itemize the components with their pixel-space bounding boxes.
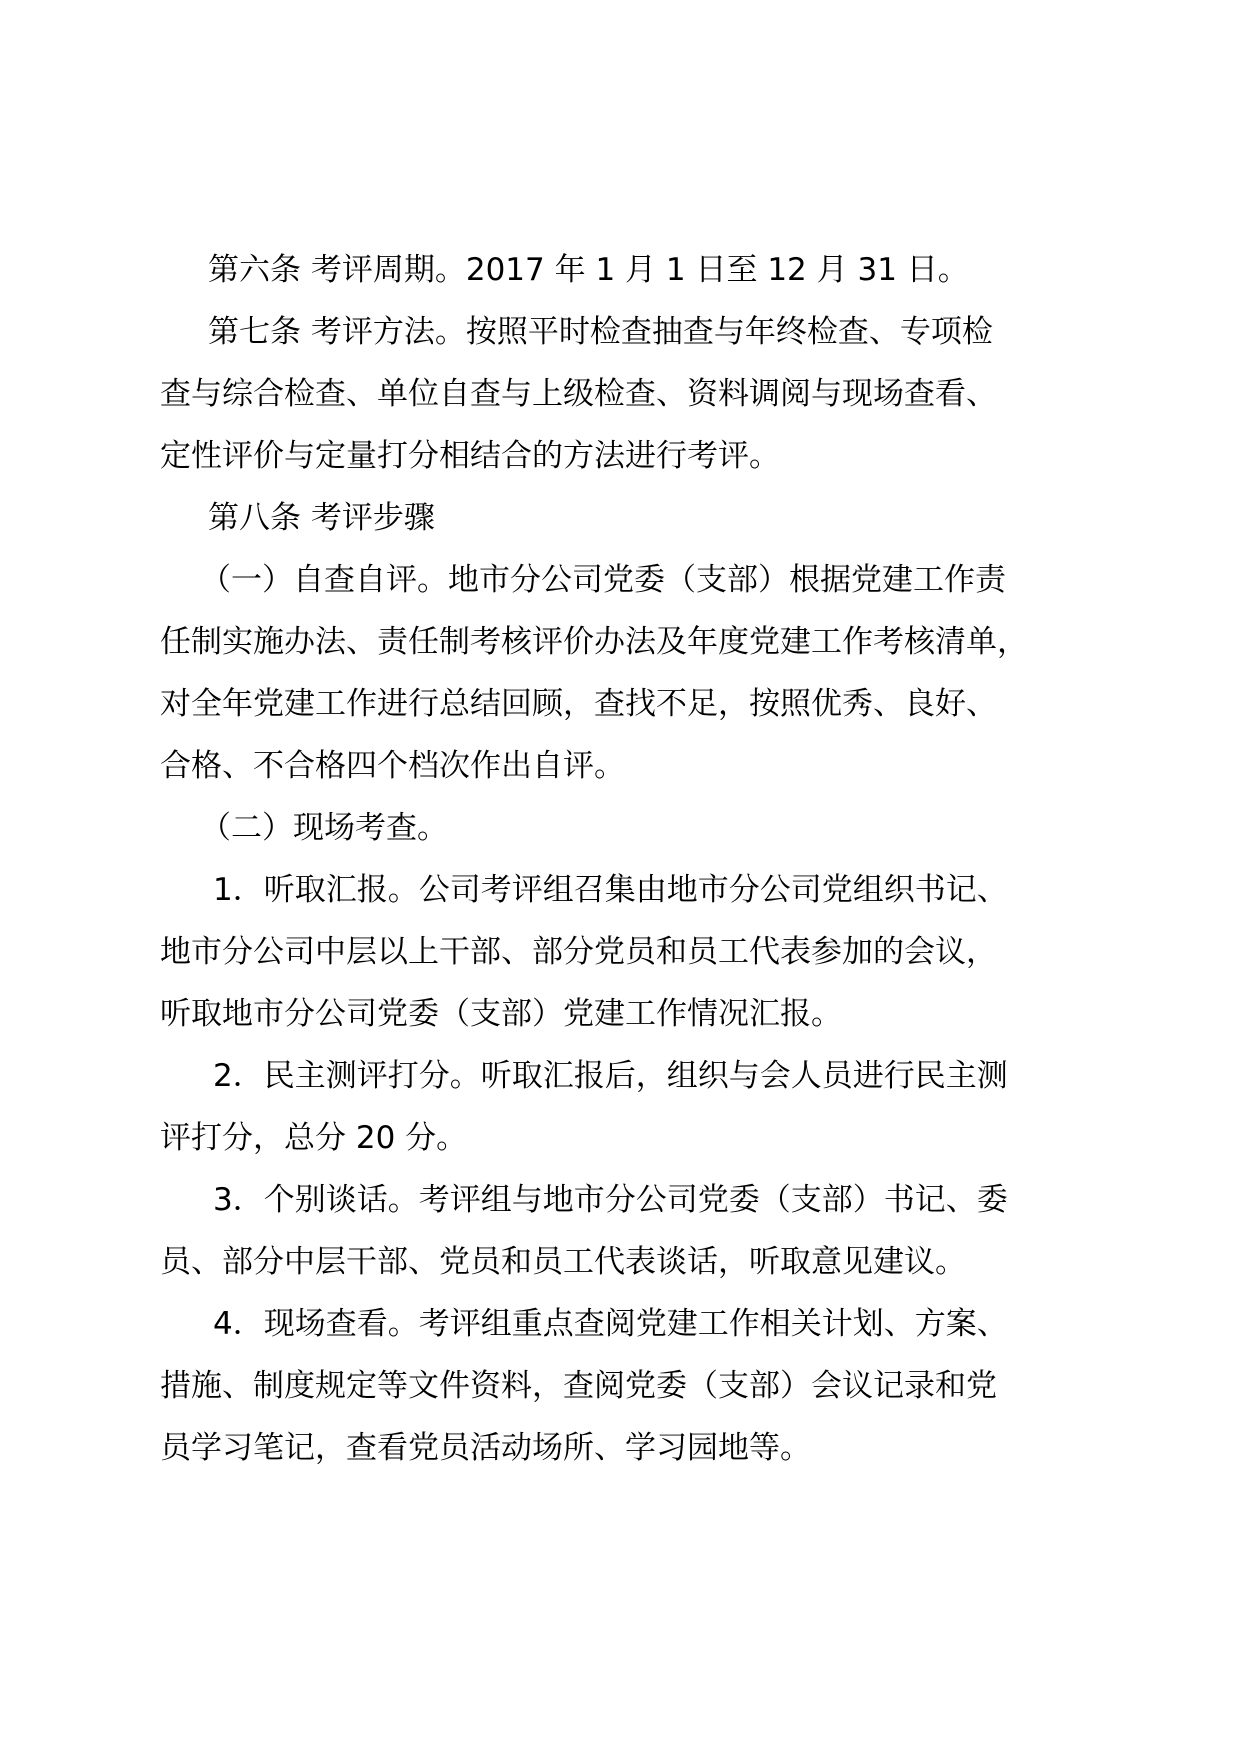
item-4-line-3: 员学习笔记，查看党员活动场所、学习园地等。 [160, 1430, 811, 1466]
step-2-heading: （二）现场考查。 [200, 810, 448, 846]
item-1-line-3: 听取地市分公司党委（支部）党建工作情况汇报。 [160, 996, 842, 1032]
item-3-line-1: 3．个别谈话。考评组与地市分公司党委（支部）书记、委 [213, 1182, 1008, 1218]
step-1-line-4: 合格、不合格四个档次作出自评。 [160, 748, 625, 784]
step-1-line-1: （一）自查自评。地市分公司党委（支部）根据党建工作责 [200, 562, 1006, 598]
item-4-line-2: 措施、制度规定等文件资料，查阅党委（支部）会议记录和党 [160, 1368, 997, 1404]
item-2-line-1: 2．民主测评打分。听取汇报后，组织与会人员进行民主测 [213, 1058, 1008, 1094]
item-2-line-2: 评打分，总分 20 分。 [160, 1120, 468, 1156]
item-1-line-1: 1．听取汇报。公司考评组召集由地市分公司党组织书记、 [213, 872, 1008, 908]
article-7-line-1: 第七条 考评方法。按照平时检查抽查与年终检查、专项检 [208, 314, 993, 350]
step-1-line-2: 任制实施办法、责任制考核评价办法及年度党建工作考核清单， [160, 624, 1028, 660]
step-1-line-3: 对全年党建工作进行总结回顾，查找不足，按照优秀、良好、 [160, 686, 997, 722]
article-6-line: 第六条 考评周期。2017 年 1 月 1 日至 12 月 31 日。 [208, 252, 969, 288]
article-7-line-3: 定性评价与定量打分相结合的方法进行考评。 [160, 438, 780, 474]
item-3-line-2: 员、部分中层干部、党员和员工代表谈话，听取意见建议。 [160, 1244, 966, 1280]
article-7-line-2: 查与综合检查、单位自查与上级检查、资料调阅与现场查看、 [160, 376, 997, 412]
item-4-line-1: 4．现场查看。考评组重点查阅党建工作相关计划、方案、 [213, 1306, 1008, 1342]
article-8-heading: 第八条 考评步骤 [208, 500, 435, 536]
item-1-line-2: 地市分公司中层以上干部、部分党员和员工代表参加的会议， [160, 934, 997, 970]
